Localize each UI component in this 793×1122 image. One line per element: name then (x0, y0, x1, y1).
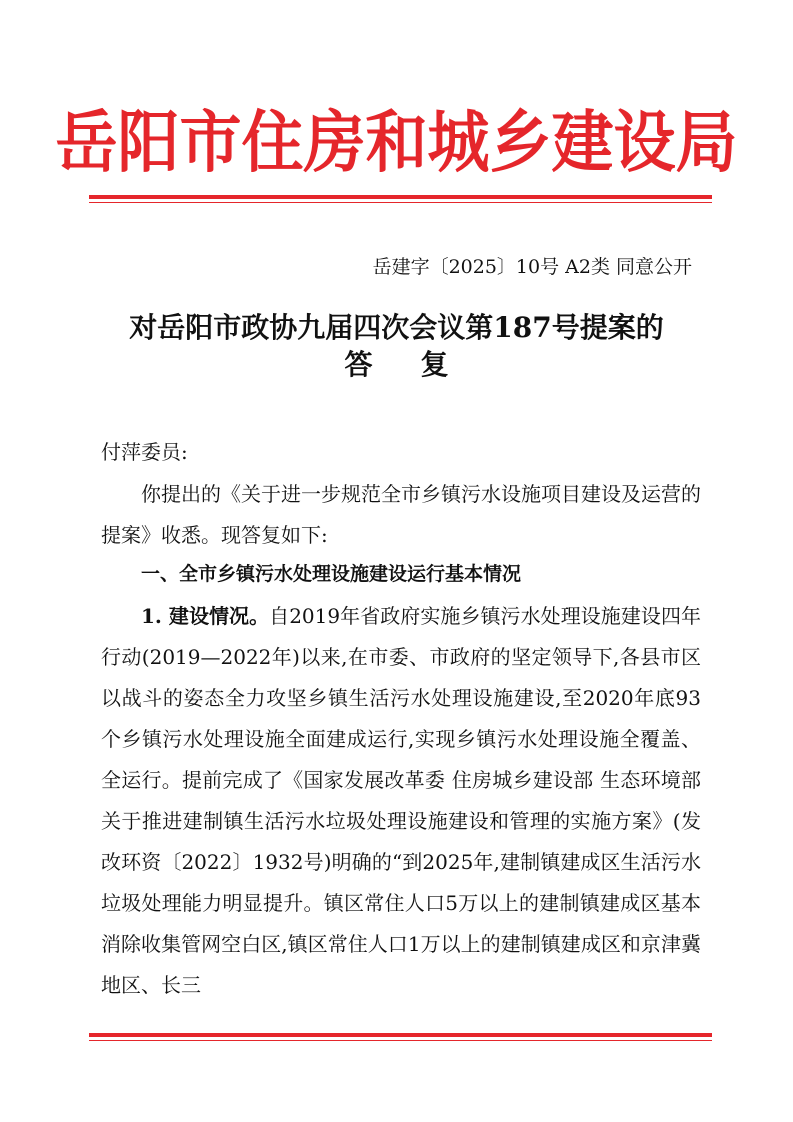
footer-thin-rule (89, 1040, 712, 1041)
item-1-paragraph (101, 596, 701, 1006)
intro-paragraph: 你提出的《关于进一步规范全市乡镇污水设施项目建设及运营的提案》收悉。现答复如下: (101, 482, 701, 547)
section-heading-1: 一、全市乡镇污水处理设施建设运行基本情况 (141, 563, 522, 585)
salutation: 付萍委员: (101, 440, 188, 464)
item-1-text: 自2019年省政府实施乡镇污水处理设施建设四年行动(2019—2022年)以来,在市委、市政府的坚定领导下,各县市区以战斗的姿态全力攻坚乡镇生活污水处理设施建设,至2020年底93个乡镇污水处理设施全面建成运行,实现乡镇污水处理设施全覆盖、全运行。提前完成了《国家发展改革委 住房城乡建设部 生态环境部关于推进建制镇生活污水垃圾处理设施建设和管理的实施方案》(发改环资〔2022〕1932号)明确的“到2025年,建制镇建成区生活污水垃圾处理能力明显提升。镇区常住人口5万以上的建制镇建成区基本消除收集管网空白区,镇区常住人口1万以上的建制镇建成区和京津冀地区、长三 (101, 604, 702, 997)
document-title-line-2: 答复 (344, 348, 497, 381)
letterhead-thick-rule (89, 195, 712, 199)
document-number: 岳建字〔2025〕10号 A2类 同意公开 (372, 256, 692, 278)
footer-thick-rule (89, 1033, 712, 1037)
letterhead-thin-rule (89, 202, 712, 203)
item-1-lead: 1. 建设情况。 (141, 604, 270, 628)
document-title-line-1: 对岳阳市政协九届四次会议第187号提案的 (129, 311, 664, 344)
org-letterhead-title: 岳阳市住房和城乡建设局 (55, 103, 738, 182)
